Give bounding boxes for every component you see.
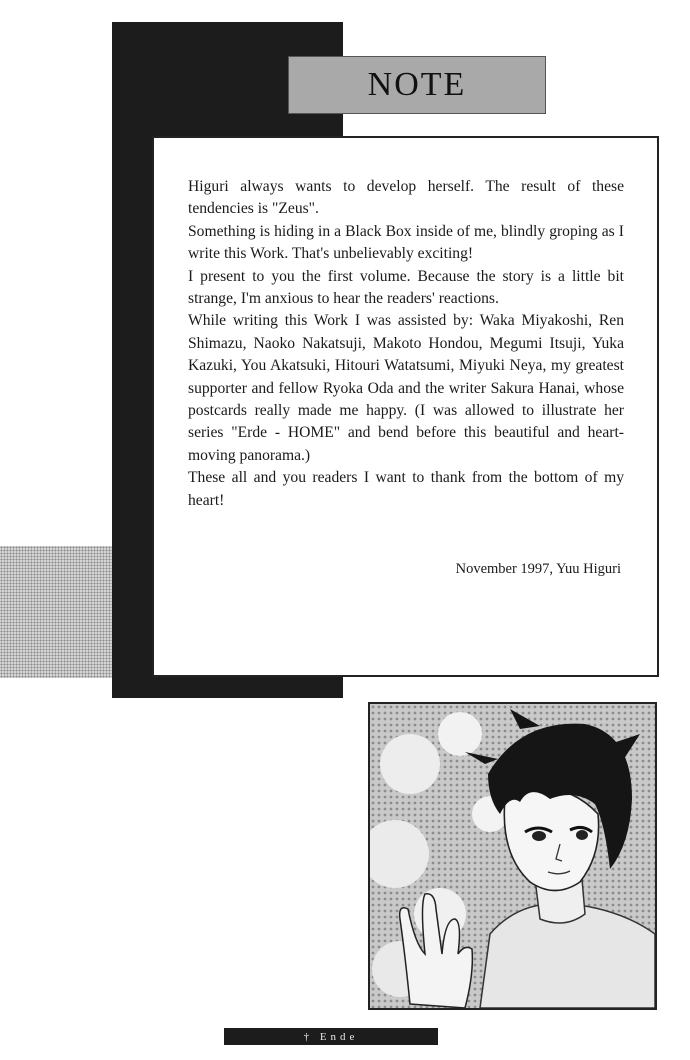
note-paragraph: While writing this Work I was assisted by: Waka Miyakoshi, Ren Shimazu, Naoko Nakatsuji, Makoto Hondou, Megumi Itsuji, Yuka Kazuki, You Akatsuki, Hitouri Watatsumi, Miyuki Neya, my greatest supporter and fellow Ryoka Oda and the writer Sakura Hanai, whose postcards really made me happy. (I was allowed to illustrate her series "Erde - HOME" and bend before this beautiful and heart-moving panorama.) xyxy=(188,312,624,464)
note-body xyxy=(188,176,624,512)
halftone-pattern-block xyxy=(0,546,112,678)
page-title: NOTE xyxy=(367,66,467,103)
note-paragraph: Higuri always wants to develop herself. The result of these tendencies is "Zeus". xyxy=(188,178,624,218)
note-paragraph: Something is hiding in a Black Box inside of me, blindly groping as I write this Work. That's unbelievably exciting! xyxy=(188,222,624,263)
footer-bar xyxy=(224,1028,438,1045)
note-paragraph: I present to you the first volume. Because the story is a little bit strange, I'm anxious to hear the readers' reactions. xyxy=(188,267,624,308)
note-signature: November 1997, Yuu Higuri xyxy=(455,561,621,577)
footer-label: † Ende xyxy=(303,1030,359,1043)
note-text-box xyxy=(152,136,659,677)
note-paragraph: These all and you readers I want to thank from the bottom of my heart! xyxy=(188,469,624,509)
character-drawing xyxy=(370,704,655,1008)
note-title-banner xyxy=(288,56,546,114)
manga-character-illustration xyxy=(368,702,657,1010)
